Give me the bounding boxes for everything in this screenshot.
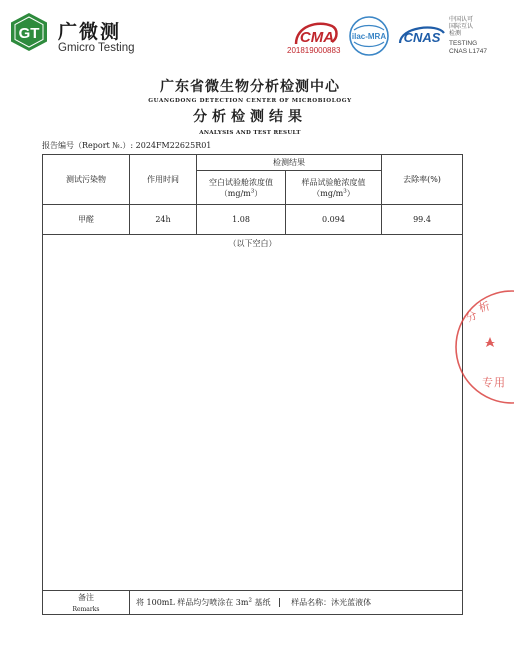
cell-time: 24h	[130, 205, 197, 235]
cma-label: CMA	[299, 29, 335, 46]
remarks-label: 备注 Remarks	[43, 591, 130, 615]
header-removal-rate: 去除率(%)	[382, 155, 463, 205]
cnas-mark-icon	[397, 21, 447, 49]
sample-name: 样品名称：沐光蓝液体	[291, 598, 372, 607]
header-group-results: 检测结果	[197, 155, 382, 171]
cert-text-cn: 中国认可 国际互认 检测	[449, 16, 474, 37]
cell-blank: 1.08	[197, 205, 286, 235]
report-number-line	[42, 140, 211, 151]
center-title-en: GUANGDONG DETECTION CENTER OF MICROBIOLOGY	[148, 98, 352, 104]
ilac-label: ilac-MRA	[351, 32, 387, 41]
svg-text:析: 析	[477, 299, 492, 315]
cell-pollutant: 甲醛	[43, 205, 130, 235]
cell-removal: 99.4	[382, 205, 463, 235]
svg-text:专: 专	[482, 376, 493, 389]
logo-glyph: GT	[18, 25, 40, 42]
brand-name-cn: 广微测	[58, 21, 122, 43]
blank-note: （以下空白）	[228, 239, 277, 248]
svg-text:分: 分	[463, 308, 480, 325]
brand-name-en: Gmicro Testing	[58, 42, 135, 54]
header-time: 作用时间	[130, 155, 197, 205]
report-number-label: 报告编号（Report №.）:	[42, 141, 134, 150]
remarks-content: 将 100mL 样品均匀喷涂在 $3m^2$ 基纸 样品名称：沐光蓝液体	[130, 591, 463, 615]
official-seal-icon	[454, 282, 514, 412]
report-number: 2024FM22625R01	[135, 141, 212, 150]
center-title-cn: 广东省微生物分析检测中心	[160, 79, 340, 95]
blank-area	[43, 235, 463, 591]
cert-text-en: TESTING CNAS L1747	[449, 40, 487, 55]
cell-sample: 0.094	[286, 205, 382, 235]
result-title-en: ANALYSIS AND TEST RESULT	[199, 130, 301, 136]
result-table	[42, 154, 463, 615]
header-pollutant: 测试污染物	[43, 155, 130, 205]
header-blank-concentration: 空白试验舱浓度值 $(mg/m^3)$	[197, 171, 286, 205]
table-row	[43, 205, 463, 235]
svg-text:用: 用	[494, 376, 505, 389]
gmicro-logo-icon	[10, 12, 48, 52]
ilac-mra-icon	[348, 14, 390, 58]
result-title-cn: 分析检测结果	[193, 109, 307, 125]
cma-number: 201819000883	[287, 46, 341, 55]
cnas-label: CNAS	[403, 30, 441, 45]
header-sample-concentration: 样品试验舱浓度值 $(mg/m^3)$	[286, 171, 382, 205]
